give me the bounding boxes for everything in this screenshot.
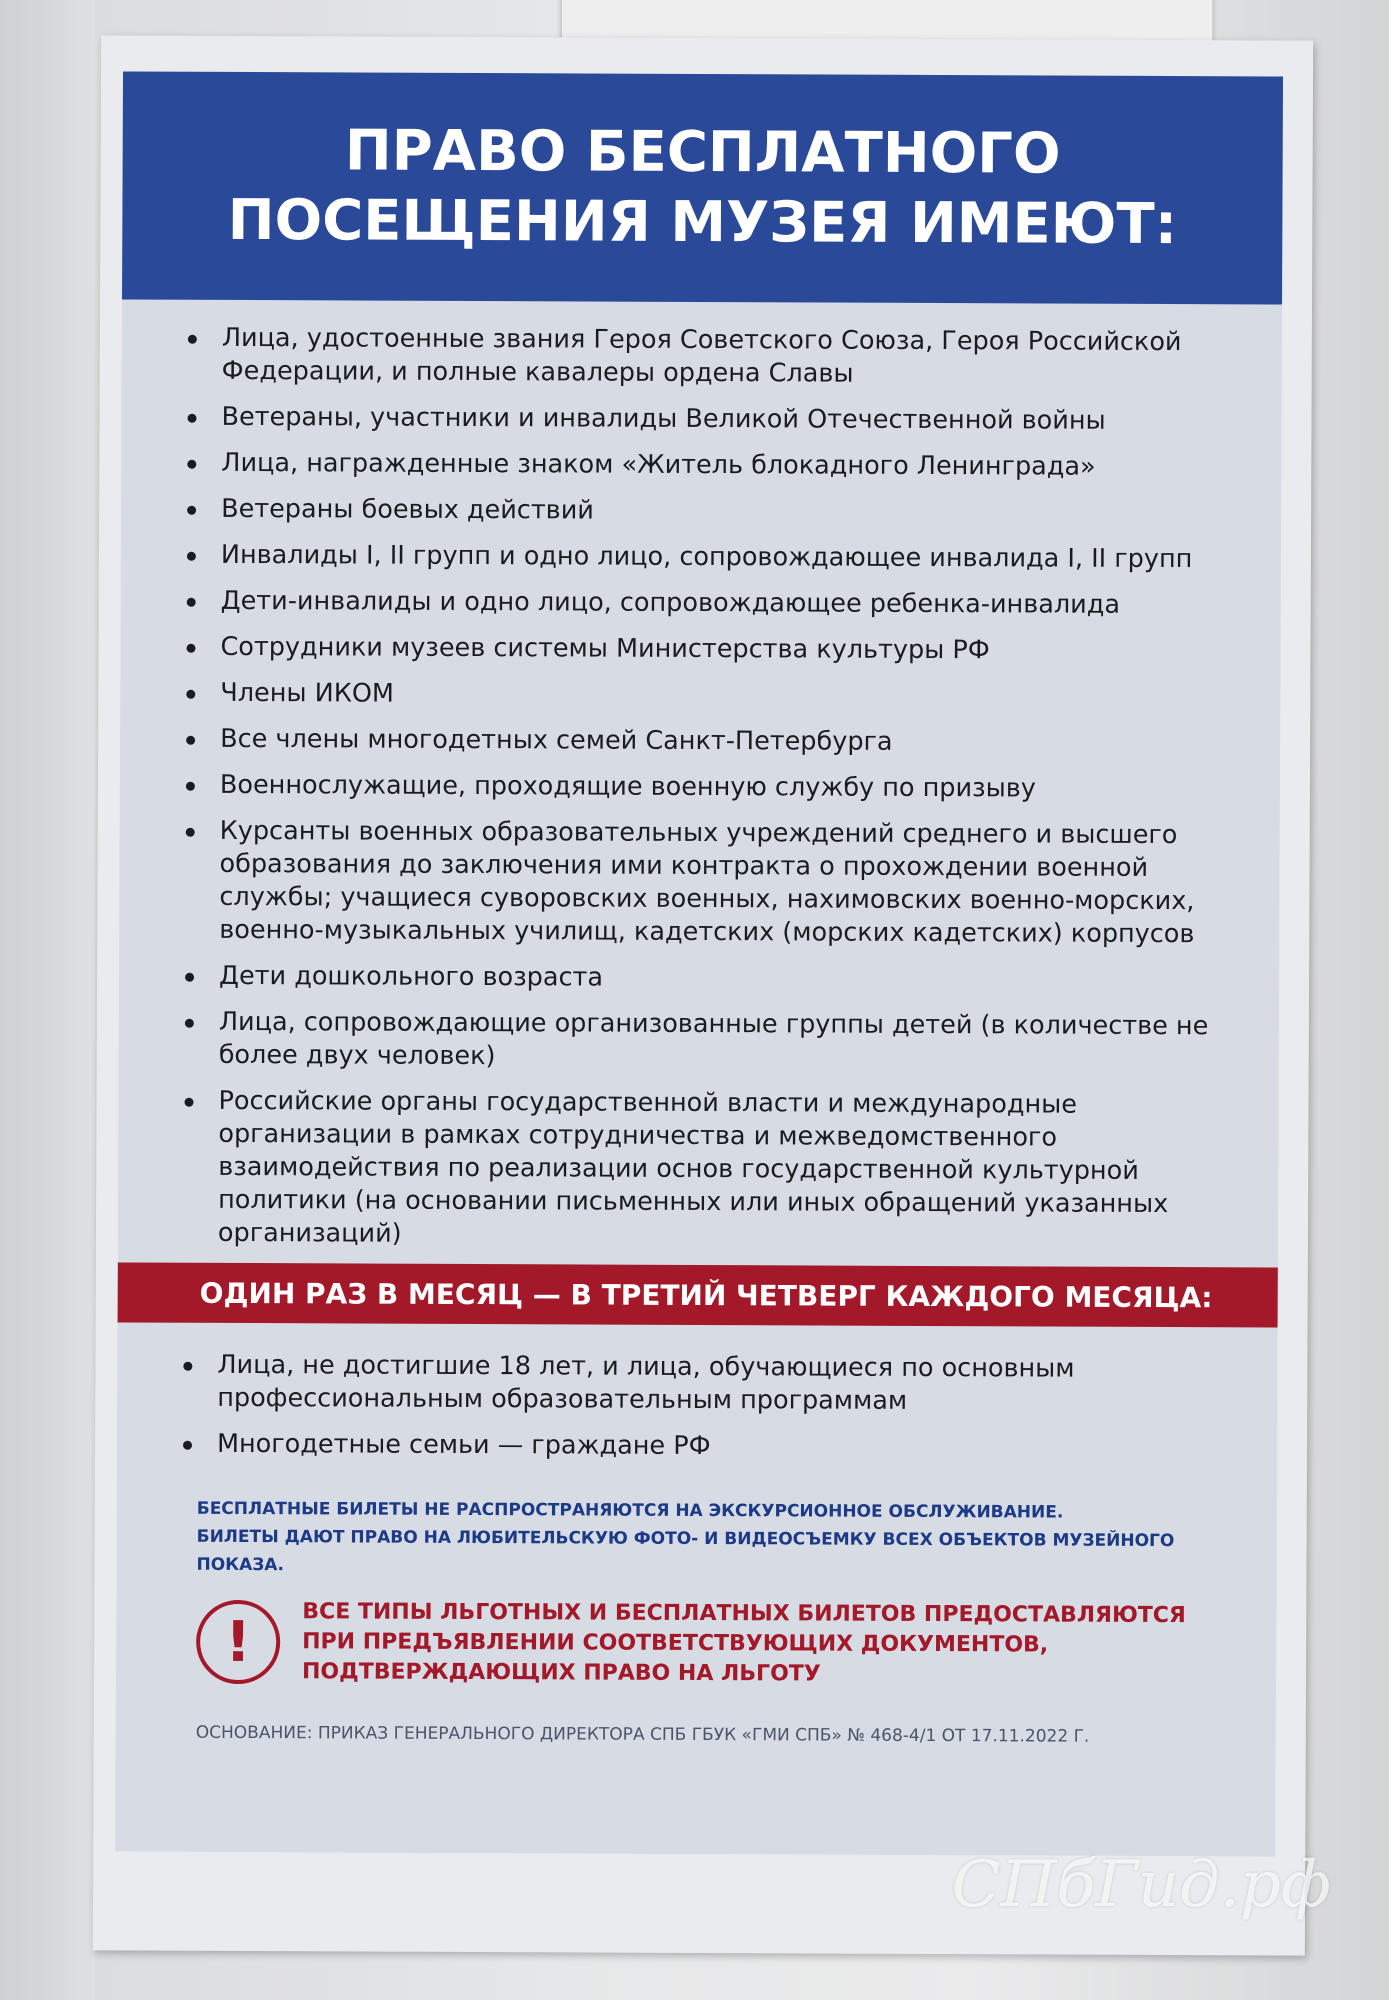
warning-block: [196, 1597, 1236, 1692]
bullet-icon: [187, 460, 196, 469]
list-item: Лица, удостоенные звания Героя Советского Союза, Героя Российской Федерации, и полные кавалеры ордена Славы: [222, 322, 1222, 392]
basis-text: ОСНОВАНИЕ: ПРИКАЗ ГЕНЕРАЛЬНОГО ДИРЕКТОРА СПБ ГБУК «ГМИ СПБ» № 468-4/1 ОТ 17.11.2022 Г.: [195, 1722, 1090, 1747]
monthly-header-bar: [118, 1262, 1278, 1327]
note-line-1: БЕСПЛАТНЫЕ БИЛЕТЫ НЕ РАСПРОСТРАНЯЮТСЯ НА ЭКСКУРСИОННОЕ ОБСЛУЖИВАНИЕ.: [196, 1498, 1064, 1523]
bullet-icon: [186, 736, 195, 745]
title-line-2: ПОСЕЩЕНИЯ МУЗЕЯ ИМЕЮТ:: [227, 187, 1178, 258]
list-item: Инвалиды I, II групп и одно лицо, сопровождающее инвалида I, II групп: [221, 539, 1221, 576]
bullet-icon: [183, 1362, 192, 1371]
list-item: Лица, награжденные знаком «Житель блокадного Ленинграда»: [221, 447, 1221, 484]
list-item: Многодетные семьи — граждане РФ: [217, 1428, 1217, 1465]
bullet-icon: [187, 506, 196, 515]
list-item: Российские органы государственной власти и международные организации в рамках сотрудничества и межведомственного взаимодействия по реализации основ государственной культурной политики (на основании письменных или иных обращений указанных организаций): [218, 1085, 1219, 1254]
watermark: СПбГид.рф: [951, 1848, 1331, 1922]
note-line-2: БИЛЕТЫ ДАЮТ ПРАВО НА ЛЮБИТЕЛЬСКУЮ ФОТО- И ВИДЕОСЪЕМКУ ВСЕХ ОБЪЕКТОВ МУЗЕЙНОГО ПОКАЗА.: [196, 1526, 1175, 1576]
bullet-icon: [183, 1441, 192, 1450]
list-item: Дети дошкольного возраста: [219, 960, 1219, 997]
list-item: Все члены многодетных семей Санкт-Петербурга: [220, 723, 1220, 760]
list-item: Члены ИКОМ: [220, 677, 1220, 714]
free-visit-list: [118, 299, 1282, 1254]
bullet-icon: [188, 335, 197, 344]
ticket-note: [196, 1495, 1236, 1584]
bullet-icon: [185, 1019, 194, 1028]
bullet-icon: [186, 828, 195, 837]
list-item: Сотрудники музеев системы Министерства культуры РФ: [220, 631, 1220, 668]
list-item: Ветераны боевых действий: [221, 493, 1221, 530]
poster-title: [228, 116, 1178, 260]
list-item: Лица, сопровождающие организованные группы детей (в количестве не более двух человек): [219, 1006, 1219, 1076]
wall-background: [0, 0, 95, 2000]
warning-text: ВСЕ ТИПЫ ЛЬГОТНЫХ И БЕСПЛАТНЫХ БИЛЕТОВ ПРЕДОСТАВЛЯЮТСЯ ПРИ ПРЕДЪЯВЛЕНИИ СООТВЕТСТВУЮЩИХ ДОКУМЕНТОВ, ПОДТВЕРЖДАЮЩИХ ПРАВО НА ЛЬГОТУ: [301, 1599, 1186, 1687]
bullet-icon: [186, 782, 195, 791]
bullet-icon: [185, 973, 194, 982]
bullet-icon: [186, 690, 195, 699]
poster-header: [122, 71, 1283, 304]
poster-sheet: [93, 35, 1313, 1955]
bullet-icon: [187, 552, 196, 561]
exclamation-icon: !: [196, 1600, 280, 1684]
title-line-1: ПРАВО БЕСПЛАТНОГО: [344, 118, 1061, 187]
list-item: Курсанты военных образовательных учреждений среднего и высшего образования до заключения ими контракта о прохождении военной службы; учащиеся суворовских военных, нахимовских военно-морских, военно-музыкальных училищ, кадетских (морских кадетских) корпусов: [219, 815, 1220, 951]
monthly-header: ОДИН РАЗ В МЕСЯЦ — В ТРЕТИЙ ЧЕТВЕРГ КАЖДОГО МЕСЯЦА:: [199, 1276, 1213, 1314]
list-item: Дети-инвалиды и одно лицо, сопровождающее ребенка-инвалида: [221, 585, 1221, 622]
poster-card: [115, 71, 1283, 1856]
monthly-list: [117, 1322, 1278, 1465]
list-item: Ветераны, участники и инвалиды Великой Отечественной войны: [221, 401, 1221, 438]
bullet-icon: [185, 1098, 194, 1107]
list-item: Лица, не достигшие 18 лет, и лица, обучающиеся по основным профессиональным образовательным программам: [217, 1349, 1217, 1419]
bullet-icon: [187, 598, 196, 607]
list-item: Военнослужащие, проходящие военную службу по призыву: [220, 769, 1220, 806]
bullet-icon: [187, 414, 196, 423]
bullet-icon: [186, 644, 195, 653]
